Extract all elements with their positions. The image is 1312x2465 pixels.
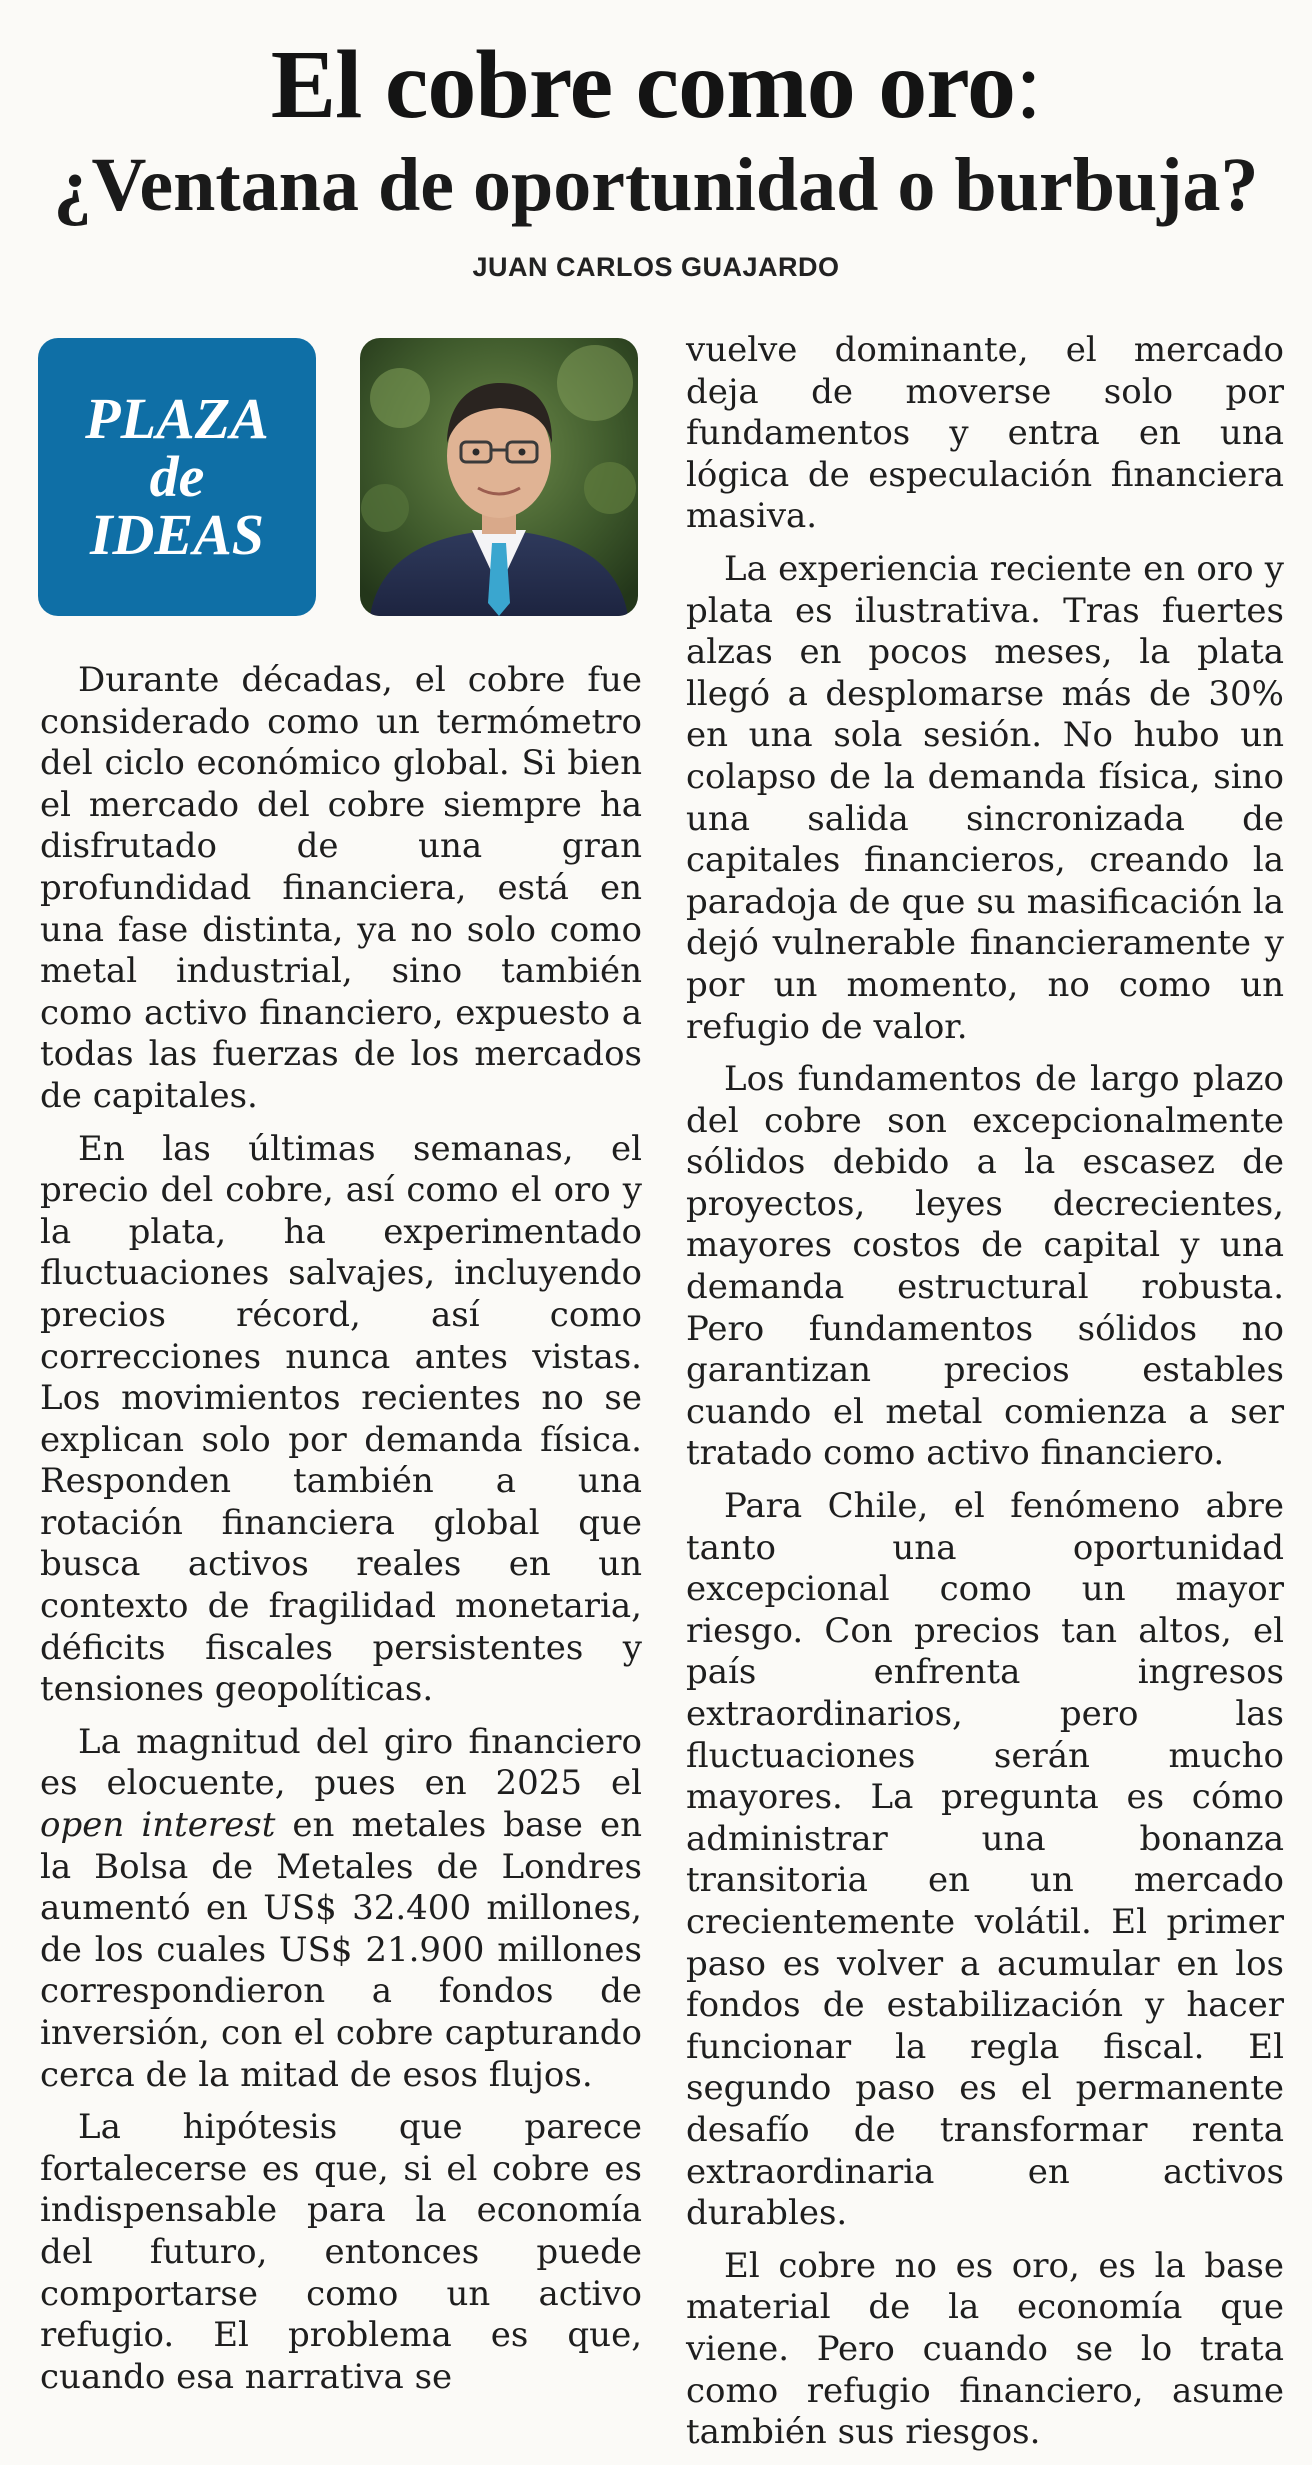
- paragraph-4-continued: vuelve dominante, el mercado deja de moverse solo por fundamentos y entra en una lógica de especulación financiera masiva.: [686, 330, 1284, 537]
- author-byline: JUAN CARLOS GUAJARDO: [472, 252, 840, 282]
- article-column-left: [40, 660, 642, 2409]
- subheadline: ¿Ventana de oportunidad o burbuja?: [53, 143, 1259, 227]
- section-badge-line-1: PLAZA: [85, 386, 269, 451]
- article-column-right: [686, 330, 1284, 2465]
- headline: [0, 30, 1312, 140]
- paragraph-1: Durante décadas, el cobre fue considerado como un termómetro del ciclo económico global. Si bien el mercado del cobre siempre ha disfrutado de una gran profundidad financiera, está en una fase distinta, ya no solo como metal industrial, sino también como activo financiero, expuesto a todas las fuerzas de los mercados de capitales.: [40, 660, 642, 1116]
- section-badge: [38, 338, 316, 616]
- paragraph-6: Los fundamentos de largo plazo del cobre son excepcionalmente sólidos debido a la escasez de proyectos, leyes decrecientes, mayores costos de capital y una demanda estructural robusta. Pero fundamentos sólidos no garantizan precios estables cuando el metal comienza a ser tratado como activo financiero.: [686, 1059, 1284, 1474]
- paragraph-7: Para Chile, el fenómeno abre tanto una oportunidad excepcional como un mayor riesgo. Con precios tan altos, el país enfrenta ingresos extraordinarios, pero las fluctuaciones serán mucho mayores. La pregunta es cómo administrar una bonanza transitoria en un mercado crecientemente volátil. El primer paso es volver a acumular en los fondos de estabilización y hacer funcionar la regla fiscal. El segundo paso es el permanente desafío de transformar renta extraordinaria en activos durables.: [686, 1486, 1284, 2234]
- headline-colon: :: [1014, 31, 1042, 139]
- section-badge-line-2: de: [149, 444, 205, 509]
- paragraph-3-part-a: La magnitud del giro financiero es elocuente, pues en 2025 el: [40, 1721, 642, 1804]
- paragraph-8: El cobre no es oro, es la base material de la economía que viene. Pero cuando se lo trata como refugio financiero, asume también sus riesgos.: [686, 2245, 1284, 2453]
- paragraph-4-start: La hipótesis que parece fortalecerse es que, si el cobre es indispensable para la economía del futuro, entonces puede comportarse como un activo refugio. El problema es que, cuando esa narrativa se: [40, 2107, 642, 2397]
- paragraph-3-emphasis: open interest: [40, 1805, 276, 1846]
- paragraph-2: En las últimas semanas, el precio del cobre, así como el oro y la plata, ha experimentado fluctuaciones salvajes, incluyendo precios récord, así como correcciones nunca antes vistas. Los movimientos recientes no se explican solo por demanda física. Responden también a una rotación financiera global que busca activos reales en un contexto de fragilidad monetaria, déficits fiscales persistentes y tensiones geopolíticas.: [40, 1128, 642, 1710]
- paragraph-3-part-b: en metales base en la Bolsa de Metales de Londres aumentó en US$ 32.400 millones, de los cuales US$ 21.900 millones correspondieron a fondos de inversión, con el cobre capturando cerca de la mitad de esos flujos.: [40, 1805, 642, 2095]
- section-badge-line-3: IDEAS: [89, 502, 265, 567]
- author-photo: [360, 338, 638, 616]
- headline-text: El cobre como oro: [270, 31, 1015, 139]
- paragraph-3: [40, 1722, 642, 2096]
- paragraph-5: La experiencia reciente en oro y plata es ilustrativa. Tras fuertes alzas en pocos meses, la plata llegó a desplomarse más de 30% en una sola sesión. No hubo un colapso de la demanda física, sino una salida sincronizada de capitales financieros, creando la paradoja de que su masificación la dejó vulnerable financieramente y por un momento, no como un refugio de valor.: [686, 548, 1284, 1047]
